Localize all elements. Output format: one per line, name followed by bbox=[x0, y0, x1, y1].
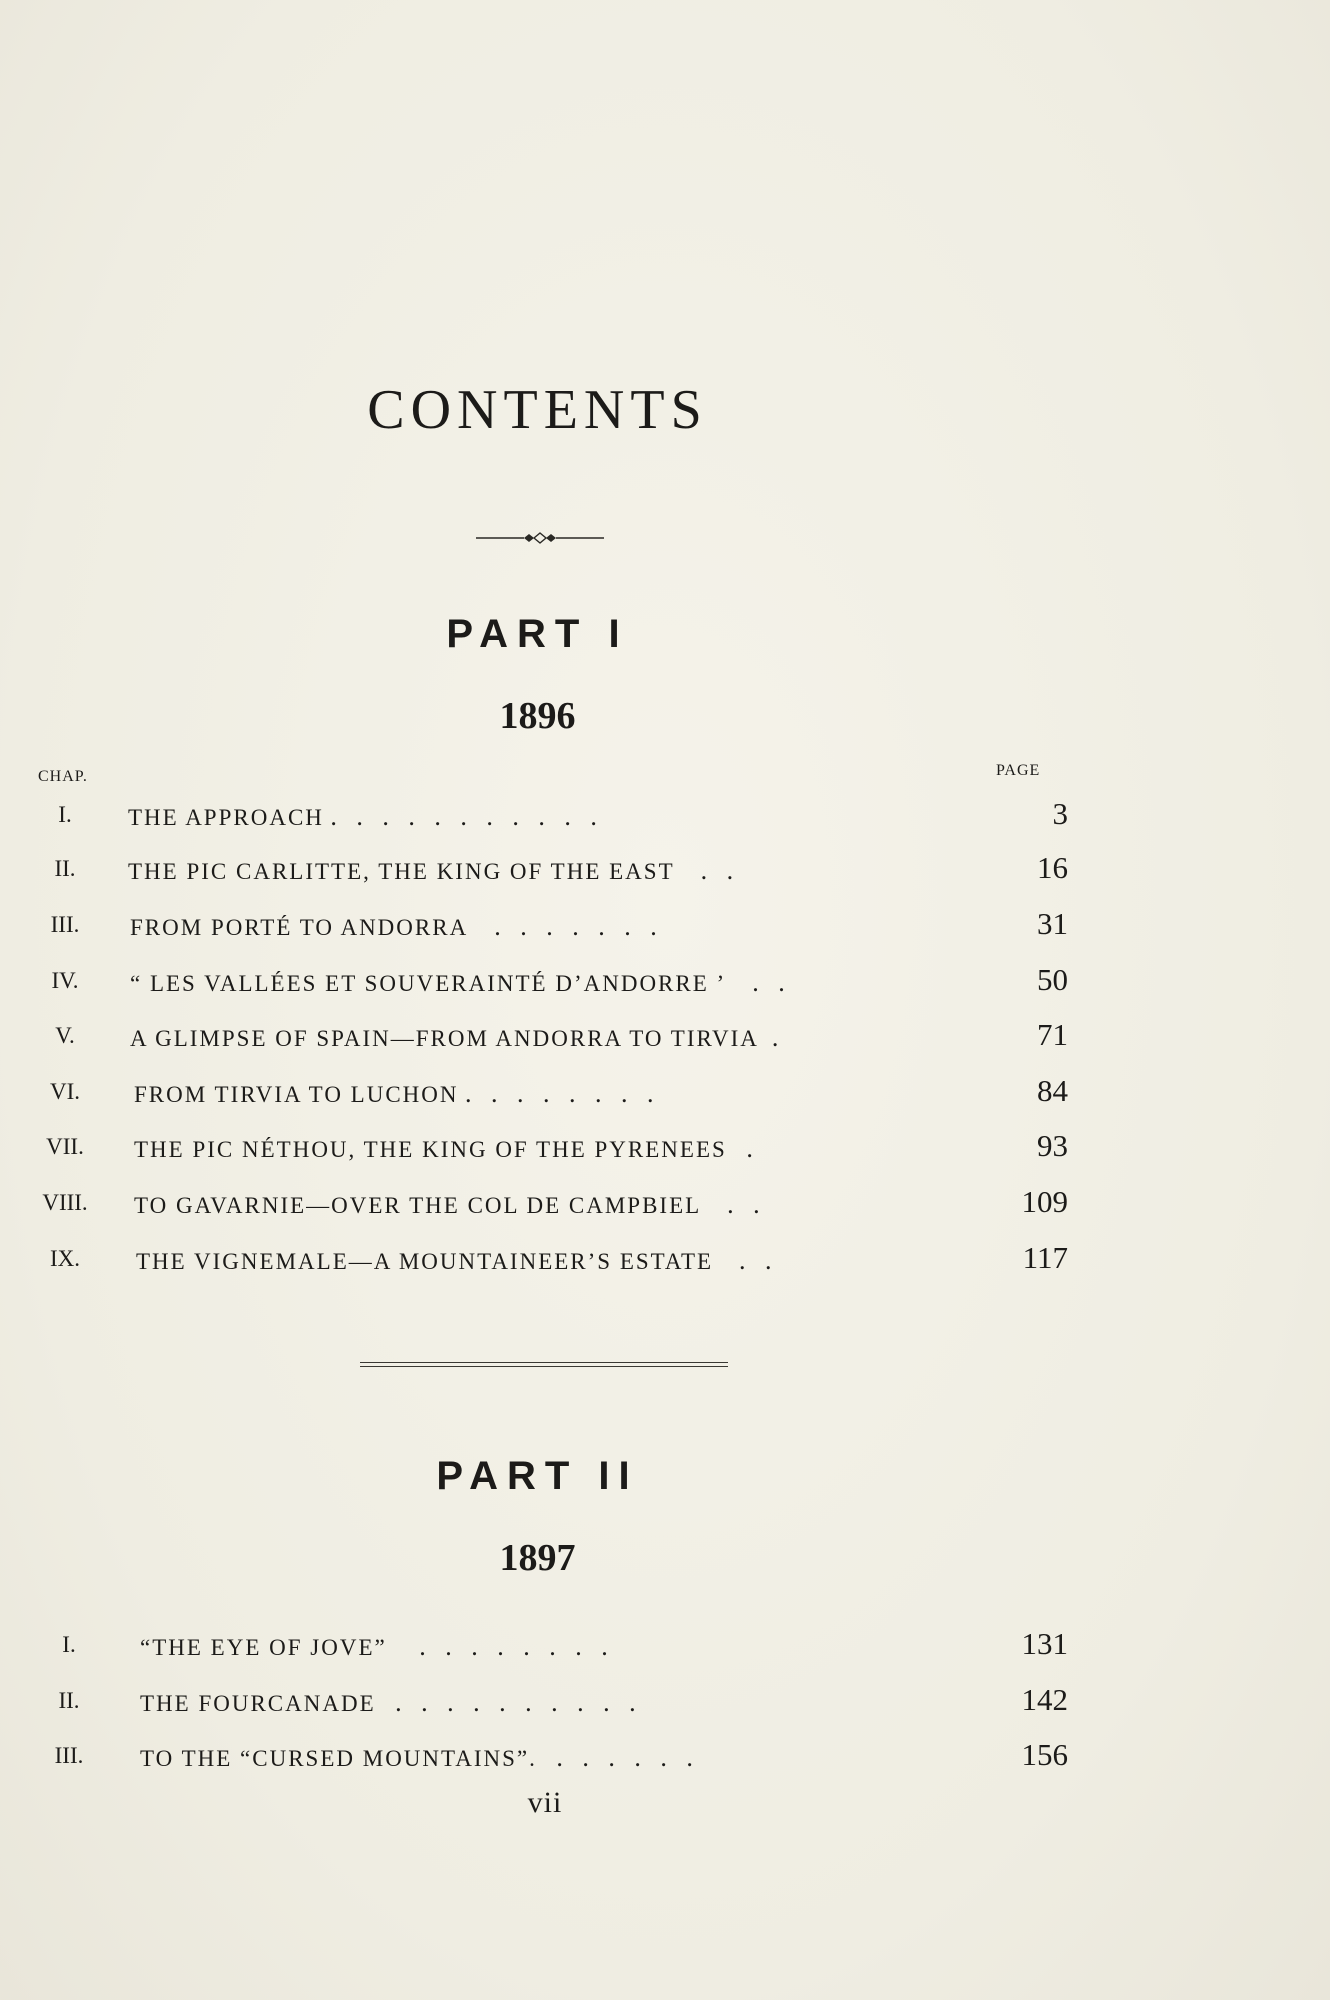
dot-leader: . bbox=[726, 1134, 753, 1163]
chapter-page: 131 bbox=[1021, 1626, 1068, 1661]
part-heading: PART I bbox=[446, 612, 629, 656]
dot-leader: . . bbox=[701, 1190, 760, 1219]
chapter-number: IX. bbox=[49, 1246, 81, 1271]
dot-leader: . . . . . . bbox=[536, 1743, 693, 1772]
chapter-number: I. bbox=[58, 802, 72, 827]
chapter-number: VI. bbox=[49, 1079, 81, 1104]
chapter-title: A GLIMPSE OF SPAIN—FROM ANDORRA TO TIRVIA . bbox=[130, 1023, 779, 1052]
chapter-page: 142 bbox=[1021, 1682, 1068, 1717]
part-year: 1896 bbox=[499, 695, 576, 737]
dot-leader: . . bbox=[674, 856, 734, 885]
chapter-number: VII. bbox=[46, 1134, 84, 1159]
page-folio: vii bbox=[527, 1786, 563, 1819]
toc-entry bbox=[0, 1682, 1330, 1722]
page-column-label: PAGE bbox=[996, 762, 1041, 779]
section-divider bbox=[360, 1362, 728, 1367]
toc-entry bbox=[0, 1626, 1330, 1666]
ornament-rule-icon bbox=[476, 528, 604, 548]
dot-leader: . . . . . . . bbox=[468, 912, 657, 941]
chap-column-label: CHAP. bbox=[38, 768, 88, 785]
chapter-title: “ LES VALLÉES ET SOUVERAINTÉ D’ANDORRE ’ . . bbox=[130, 968, 785, 997]
toc-entry bbox=[0, 1128, 1330, 1168]
chapter-title: FROM TIRVIA TO LUCHON . . . . . . . . bbox=[134, 1079, 654, 1108]
chapter-number: I. bbox=[62, 1632, 76, 1657]
dot-leader: . . . . . . . . bbox=[458, 1079, 654, 1108]
page-title: CONTENTS bbox=[367, 379, 708, 441]
chapter-number: II. bbox=[54, 856, 76, 881]
dot-leader: . . . . . . . . . . bbox=[375, 1688, 636, 1717]
chapter-page: 3 bbox=[1052, 796, 1068, 831]
chapter-page: 50 bbox=[1037, 962, 1068, 997]
chapter-number: III. bbox=[54, 1743, 84, 1768]
chapter-number: II. bbox=[58, 1688, 80, 1713]
toc-entry bbox=[0, 1240, 1330, 1280]
dot-leader: . . bbox=[713, 1246, 772, 1275]
part-heading: PART II bbox=[436, 1454, 639, 1498]
dot-leader: . . . . . . . . . . . bbox=[323, 802, 597, 831]
dot-leader: . bbox=[758, 1023, 779, 1052]
chapter-page: 16 bbox=[1037, 850, 1068, 885]
chapter-title: TO GAVARNIE—OVER THE COL DE CAMPBIEL . . bbox=[134, 1190, 760, 1219]
chapter-page: 71 bbox=[1037, 1017, 1068, 1052]
chapter-page: 109 bbox=[1021, 1184, 1068, 1219]
toc-entry bbox=[0, 1737, 1330, 1777]
chapter-page: 117 bbox=[1022, 1240, 1068, 1275]
toc-entry bbox=[0, 1184, 1330, 1224]
chapter-title: THE VIGNEMALE—A MOUNTAINEER’S ESTATE . . bbox=[136, 1246, 772, 1275]
chapter-number: IV. bbox=[51, 968, 79, 993]
part-year: 1897 bbox=[499, 1537, 576, 1579]
chapter-number: VIII. bbox=[42, 1190, 88, 1215]
chapter-page: 156 bbox=[1021, 1737, 1068, 1772]
chapter-title: THE PIC CARLITTE, THE KING OF THE EAST . . bbox=[128, 856, 734, 885]
chapter-page: 31 bbox=[1037, 906, 1068, 941]
chapter-page: 84 bbox=[1037, 1073, 1068, 1108]
toc-entry bbox=[0, 850, 1330, 890]
chapter-title: THE FOURCANADE . . . . . . . . . . bbox=[140, 1688, 636, 1717]
chapter-title: FROM PORTÉ TO ANDORRA . . . . . . . bbox=[130, 912, 657, 941]
toc-entry bbox=[0, 1017, 1330, 1057]
toc-entry bbox=[0, 906, 1330, 946]
dot-leader: . . . . . . . . bbox=[386, 1632, 608, 1661]
chapter-number: III. bbox=[50, 912, 80, 937]
toc-entry bbox=[0, 1073, 1330, 1113]
chapter-title: THE APPROACH . . . . . . . . . . . bbox=[128, 802, 597, 831]
chapter-page: 93 bbox=[1037, 1128, 1068, 1163]
toc-entry bbox=[0, 796, 1330, 836]
chapter-title: “THE EYE OF JOVE” . . . . . . . . bbox=[140, 1632, 608, 1661]
chapter-title: TO THE “CURSED MOUNTAINS”. . . . . . . bbox=[140, 1743, 693, 1772]
chapter-title: THE PIC NÉTHOU, THE KING OF THE PYRENEES . bbox=[134, 1134, 753, 1163]
dot-leader: . . bbox=[726, 968, 785, 997]
toc-entry bbox=[0, 962, 1330, 1002]
chapter-number: V. bbox=[55, 1023, 75, 1048]
